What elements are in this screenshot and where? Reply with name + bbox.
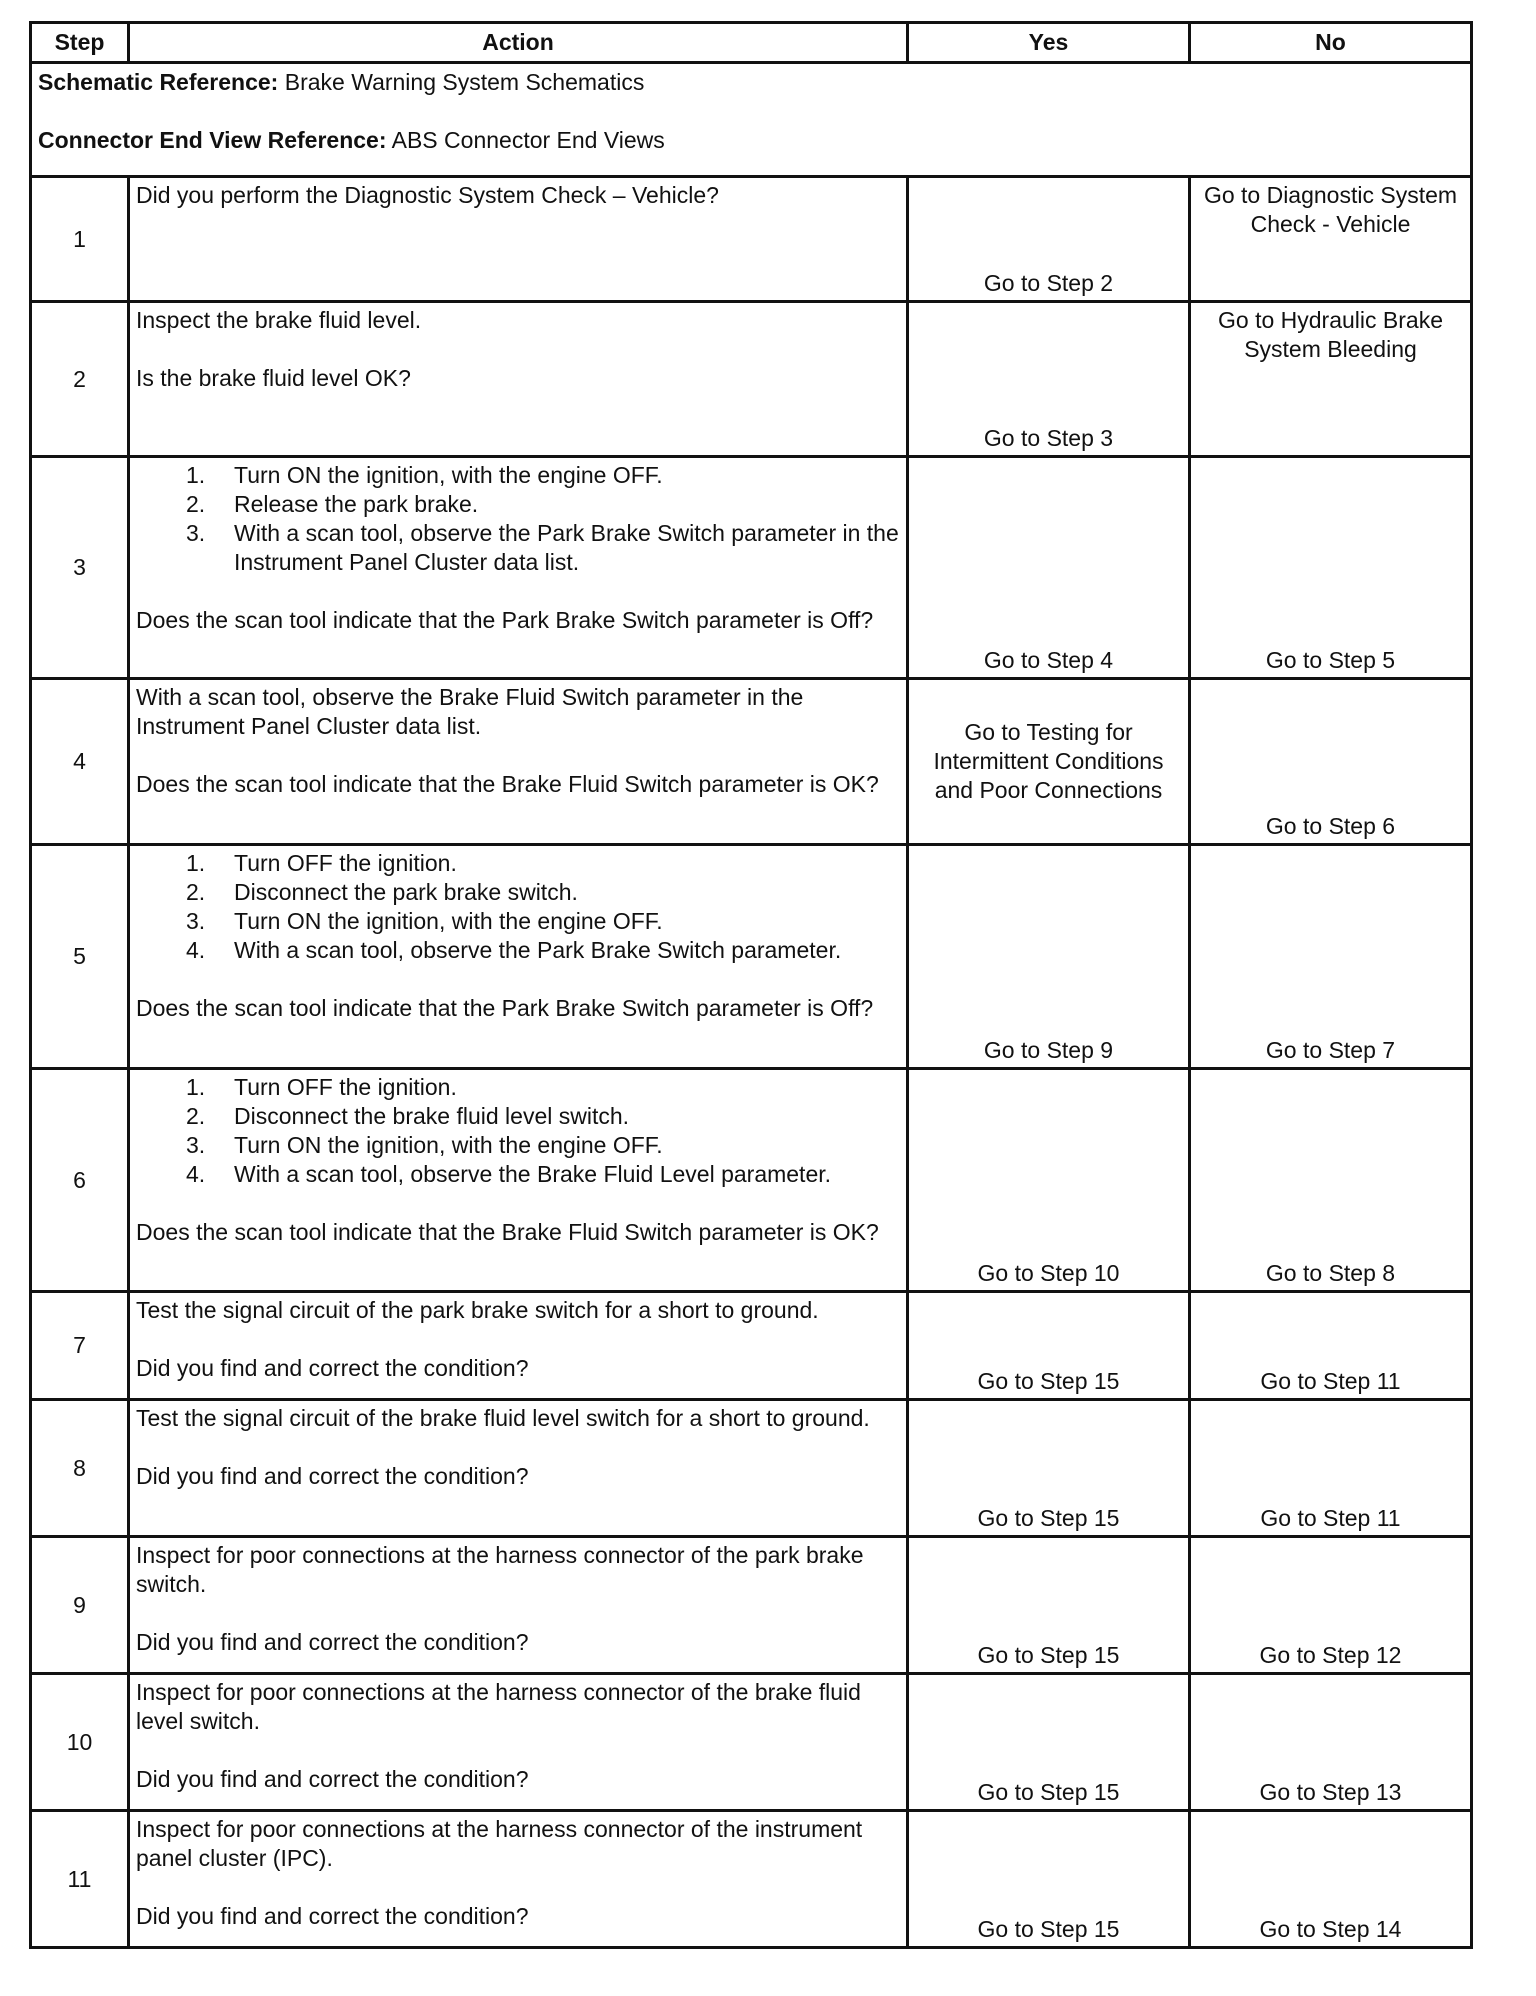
list-item: 2. Release the park brake. <box>186 491 479 517</box>
action-question: Does the scan tool indicate that the Park Brake Switch parameter is Off? <box>136 995 874 1021</box>
action-text: Inspect the brake fluid level. <box>136 307 422 333</box>
no-link[interactable]: Go to Hydraulic Brake System Bleeding <box>1190 302 1472 457</box>
list-item: 1. Turn ON the ignition, with the engine OFF. <box>186 462 663 488</box>
yes-link[interactable]: Go to Testing for Intermittent Conditions and Poor Connections <box>908 679 1190 845</box>
action-text: Inspect for poor connections at the harness connector of the park brake switch. <box>136 1542 864 1597</box>
step-number: 5 <box>31 845 129 1069</box>
table-row <box>31 1811 1472 1948</box>
list-item: 1. Turn OFF the ignition. <box>186 850 457 876</box>
action-question: Did you find and correct the condition? <box>136 1463 529 1489</box>
yes-link[interactable]: Go to Step 9 <box>908 845 1190 1069</box>
step-number: 8 <box>31 1400 129 1537</box>
action-cell <box>129 1674 908 1811</box>
header-no: No <box>1190 23 1472 63</box>
step-number: 3 <box>31 457 129 679</box>
table-row <box>31 1292 1472 1400</box>
action-cell <box>129 1811 908 1948</box>
table-row <box>31 1674 1472 1811</box>
list-item: 4. With a scan tool, observe the Park Brake Switch parameter. <box>186 937 842 963</box>
action-text: Did you perform the Diagnostic System Check – Vehicle? <box>136 182 719 208</box>
action-text: Inspect for poor connections at the harness connector of the instrument panel cluster (IPC). <box>136 1816 863 1871</box>
yes-link[interactable]: Go to Step 4 <box>908 457 1190 679</box>
action-question: Did you find and correct the condition? <box>136 1903 529 1929</box>
no-link[interactable]: Go to Step 7 <box>1190 845 1472 1069</box>
no-link[interactable]: Go to Step 6 <box>1190 679 1472 845</box>
no-link[interactable]: Go to Step 8 <box>1190 1069 1472 1292</box>
table-row <box>31 1400 1472 1537</box>
table-row <box>31 302 1472 457</box>
schematic-reference-label: Schematic Reference: <box>38 69 279 95</box>
step-number: 11 <box>31 1811 129 1948</box>
step-number: 4 <box>31 679 129 845</box>
action-text: Inspect for poor connections at the harness connector of the brake fluid level switch. <box>136 1679 861 1734</box>
step-number: 7 <box>31 1292 129 1400</box>
list-item: 2. Disconnect the park brake switch. <box>186 879 578 905</box>
table-row <box>31 457 1472 679</box>
no-link[interactable]: Go to Diagnostic System Check - Vehicle <box>1190 177 1472 302</box>
table-row <box>31 679 1472 845</box>
action-list <box>136 849 900 965</box>
action-text: Test the signal circuit of the brake fluid level switch for a short to ground. <box>136 1405 870 1431</box>
connector-reference-link[interactable]: ABS Connector End Views <box>391 127 665 153</box>
step-number: 10 <box>31 1674 129 1811</box>
action-cell <box>129 457 908 679</box>
yes-link[interactable]: Go to Step 15 <box>908 1400 1190 1537</box>
yes-link[interactable]: Go to Step 2 <box>908 177 1190 302</box>
no-link[interactable]: Go to Step 12 <box>1190 1537 1472 1674</box>
action-question: Did you find and correct the condition? <box>136 1355 529 1381</box>
list-item: 4. With a scan tool, observe the Brake Fluid Level parameter. <box>186 1161 832 1187</box>
action-question: Did you find and correct the condition? <box>136 1766 529 1792</box>
list-item: 3. Turn ON the ignition, with the engine OFF. <box>186 908 663 934</box>
header-action: Action <box>129 23 908 63</box>
action-cell <box>129 845 908 1069</box>
yes-link[interactable]: Go to Step 15 <box>908 1674 1190 1811</box>
action-question: Does the scan tool indicate that the Brake Fluid Switch parameter is OK? <box>136 771 879 797</box>
action-cell <box>129 302 908 457</box>
yes-link[interactable]: Go to Step 15 <box>908 1811 1190 1948</box>
reference-row <box>31 63 1472 177</box>
step-number: 2 <box>31 302 129 457</box>
table-row <box>31 845 1472 1069</box>
action-text: With a scan tool, observe the Brake Fluid Switch parameter in the Instrument Panel Cluster data list. <box>136 684 804 739</box>
action-cell <box>129 1537 908 1674</box>
yes-link[interactable]: Go to Step 15 <box>908 1292 1190 1400</box>
header-step: Step <box>31 23 129 63</box>
schematic-reference <box>38 68 1464 97</box>
action-question: Is the brake fluid level OK? <box>136 365 411 391</box>
list-item: 2. Disconnect the brake fluid level switch. <box>186 1103 630 1129</box>
list-item: 3. With a scan tool, observe the Park Brake Switch parameter in the Instrument Panel Cluster data list. <box>186 520 899 575</box>
action-cell <box>129 177 908 302</box>
yes-link[interactable]: Go to Step 10 <box>908 1069 1190 1292</box>
no-link[interactable]: Go to Step 11 <box>1190 1400 1472 1537</box>
action-cell <box>129 679 908 845</box>
header-yes: Yes <box>908 23 1190 63</box>
yes-link[interactable]: Go to Step 15 <box>908 1537 1190 1674</box>
action-cell <box>129 1069 908 1292</box>
step-number: 9 <box>31 1537 129 1674</box>
action-cell <box>129 1292 908 1400</box>
no-link[interactable]: Go to Step 14 <box>1190 1811 1472 1948</box>
table-row <box>31 177 1472 302</box>
table-row <box>31 1537 1472 1674</box>
action-cell <box>129 1400 908 1537</box>
table-row <box>31 1069 1472 1292</box>
action-question: Does the scan tool indicate that the Park Brake Switch parameter is Off? <box>136 607 874 633</box>
connector-reference-label: Connector End View Reference: <box>38 127 387 153</box>
step-number: 1 <box>31 177 129 302</box>
connector-reference <box>38 126 1464 155</box>
no-link[interactable]: Go to Step 13 <box>1190 1674 1472 1811</box>
yes-link[interactable]: Go to Step 3 <box>908 302 1190 457</box>
action-question: Did you find and correct the condition? <box>136 1629 529 1655</box>
step-number: 6 <box>31 1069 129 1292</box>
header-row <box>31 23 1472 63</box>
action-text: Test the signal circuit of the park brake switch for a short to ground. <box>136 1297 819 1323</box>
action-question: Does the scan tool indicate that the Brake Fluid Switch parameter is OK? <box>136 1219 879 1245</box>
no-link[interactable]: Go to Step 11 <box>1190 1292 1472 1400</box>
list-item: 3. Turn ON the ignition, with the engine OFF. <box>186 1132 663 1158</box>
action-list <box>136 461 900 577</box>
schematic-reference-link[interactable]: Brake Warning System Schematics <box>284 69 645 95</box>
no-link[interactable]: Go to Step 5 <box>1190 457 1472 679</box>
list-item: 1. Turn OFF the ignition. <box>186 1074 457 1100</box>
diagnostic-table <box>29 21 1473 1949</box>
action-list <box>136 1073 900 1189</box>
